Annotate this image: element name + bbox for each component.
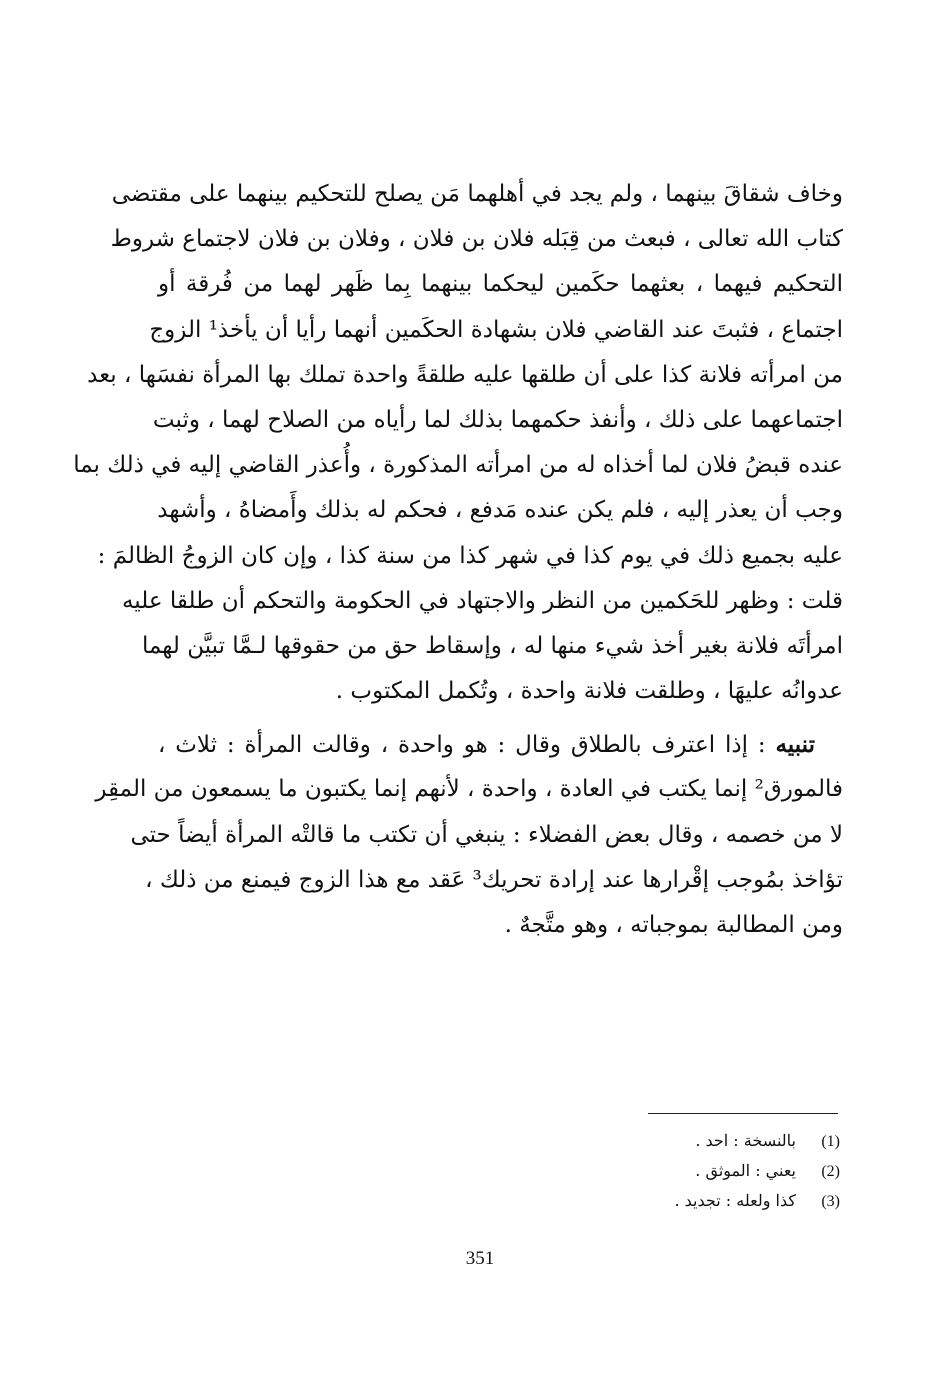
text-line: وجب أن يعذر إليه ، فلم يكن عنده مَدفع ، فحكم له بذلك وأَمضاهُ ، وأشهد xyxy=(157,497,843,524)
text-line: فالمورق² إنما يكتب في العادة ، واحدة ، لأنهم إنما يكتبون ما يسمعون من المقِر xyxy=(95,776,843,803)
footnote-number: (2) xyxy=(821,1163,840,1180)
text-line: تؤاخذ بمُوجب إقْرارها عند إرادة تحريك³ عَقد مع هذا الزوج فيمنع من ذلك ، xyxy=(145,866,843,893)
page-number: 351 xyxy=(465,1248,495,1269)
main-text xyxy=(73,172,843,948)
text-line: كتاب الله تعالى ، فبعث من قِبَله فلان بن فلان ، وفلان بن فلان لاجتماع شروط xyxy=(110,226,843,253)
note-first-rest: : إذا اعترف بالطلاق وقال : هو واحدة ، وقالت المرأة : ثلاث ، xyxy=(158,732,776,759)
text-line: التحكيم فيهما ، بعثهما حكَمين ليحكما بينهما بِما ظَهر لهما من فُرقة أو xyxy=(158,271,843,298)
footnote-text: كذا ولعله : تجديد . xyxy=(674,1191,796,1210)
footnote-number: (1) xyxy=(821,1133,840,1150)
footnote-number: (3) xyxy=(821,1193,840,1210)
footnote-text: بالنسخة : احد . xyxy=(695,1131,796,1150)
text-line: عليه بجميع ذلك في يوم كذا في شهر كذا من سنة كذا ، وإن كان الزوجُ الظالمَ : xyxy=(97,542,843,569)
text-line: من امرأته فلانة كذا على أن طلقها عليه طلقةً واحدة تملك بها المرأة نفسَها ، بعد xyxy=(87,361,843,388)
text-line: ومن المطالبة بموجباته ، وهو متَّجهٌ . xyxy=(504,912,843,938)
text-line: اجتماع ، فثبتَ عند القاضي فلان بشهادة الحكَمين أنهما رأيا أن يأخذ¹ الزوج xyxy=(149,316,843,343)
footnote-2 xyxy=(500,1156,840,1186)
text-line: عنده قبضُ فلان لما أخذاه له من امرأته المذكورة ، وأُعذر القاضي إليه في ذلك بما xyxy=(73,452,843,479)
footnote-divider xyxy=(648,1113,838,1114)
note-lead: تنبيه xyxy=(775,731,815,759)
text-line: عدوانُه عليهَا ، وطلقت فلانة واحدة ، وتُكمل المكتوب . xyxy=(335,678,843,705)
text-line: قلت : وظهر للحَكمين من النظر والاجتهاد في الحكومة والتحكم أن طلقا عليه xyxy=(121,587,843,614)
text-line: وخاف شقاقَ بينهما ، ولم يجد في أهلهما مَن يصلح للتحكيم بينهما على مقتضى xyxy=(111,181,843,207)
footnote-1 xyxy=(500,1126,840,1156)
note-line-first xyxy=(158,722,843,767)
text-line: لا من خصمه ، وقال بعض الفضلاء : ينبغي أن تكتب ما قالتْه المرأة أيضاً حتى xyxy=(130,821,843,848)
footnotes xyxy=(500,1126,840,1216)
text-line: اجتماعهما على ذلك ، وأنفذ حكمهما بذلك لما رأياه من الصلاح لهما ، وثبت xyxy=(152,406,843,433)
paragraph-gap xyxy=(158,714,843,722)
footnote-3 xyxy=(500,1186,840,1216)
text-line: امرأتَه فلانة بغير أخذ شيء منها له ، وإسقاط حق من حقوقها لـمَّا تبيَّن لهما xyxy=(141,632,843,659)
footnote-text: يعني : الموثق . xyxy=(695,1161,796,1180)
